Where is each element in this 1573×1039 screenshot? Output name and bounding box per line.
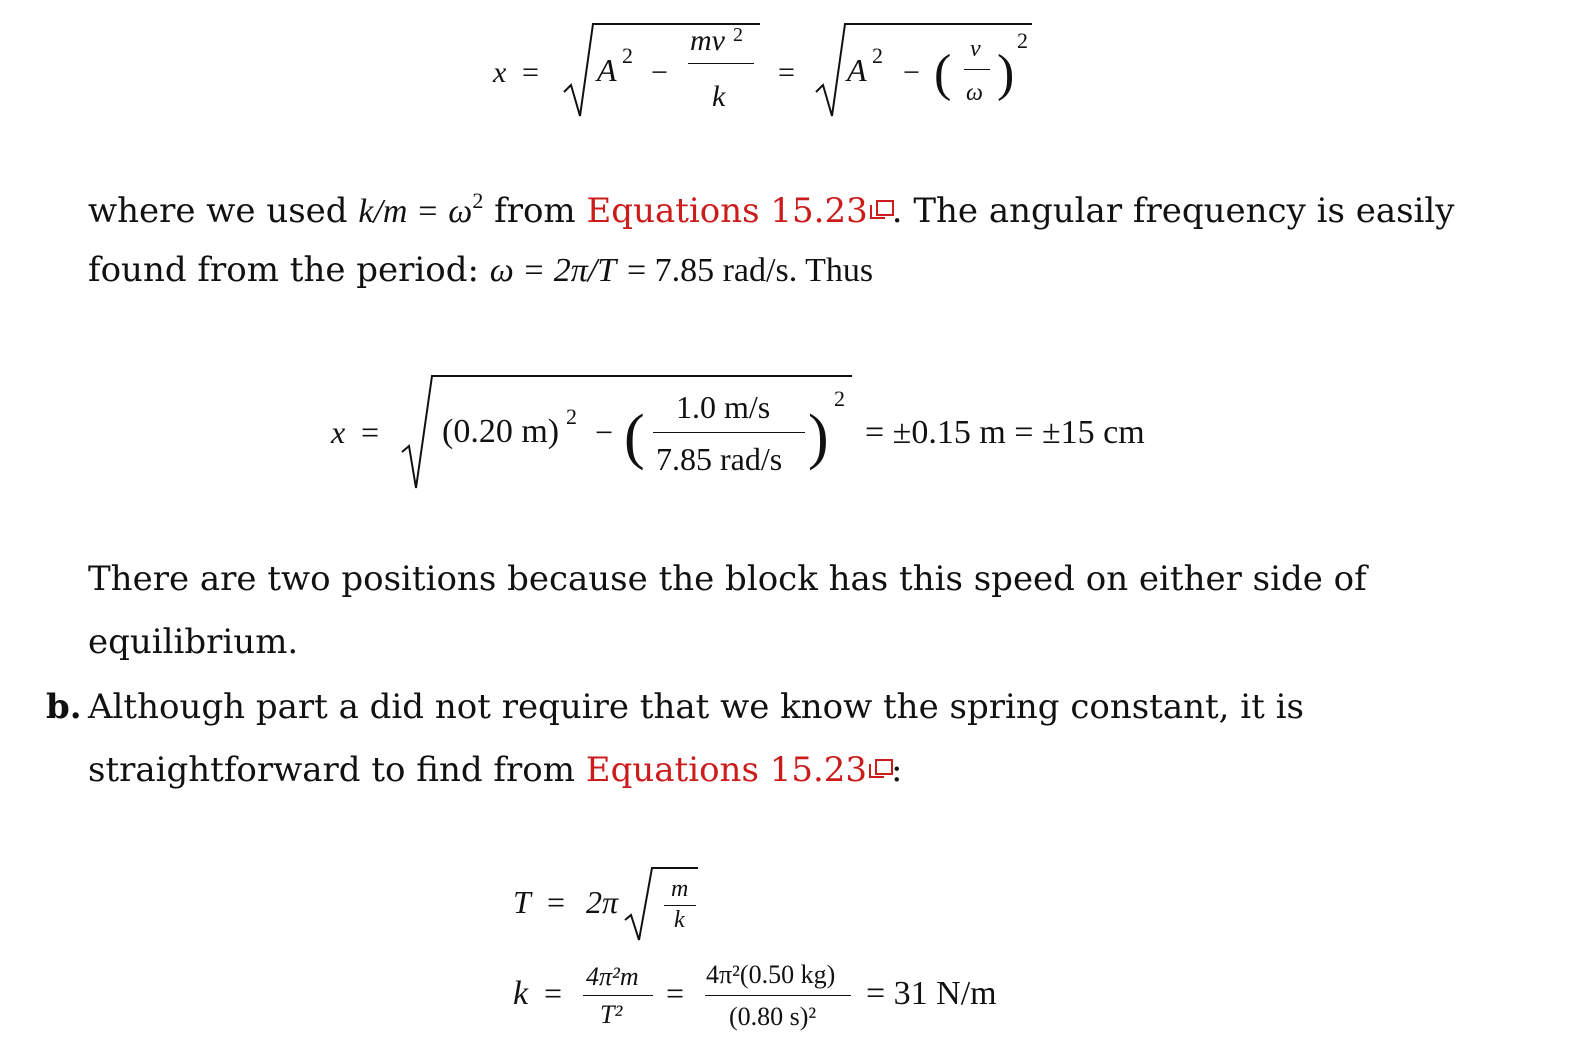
- eq1-A-exponent: 2: [622, 43, 633, 68]
- eq4-numerator-1: 4π²m: [586, 962, 639, 991]
- eq3-twopi: 2π: [586, 884, 619, 920]
- equations-15-23-link[interactable]: Equations 15.23: [586, 191, 868, 231]
- eq3-m: m: [671, 876, 689, 902]
- para1-omega-exponent: 2: [472, 188, 484, 213]
- eq1-fraction-bar: [688, 63, 754, 64]
- eq2-equals: =: [361, 414, 380, 450]
- para1-text-c: . The angular frequency is easily: [891, 191, 1455, 231]
- eq2-denominator: 7.85 rad/s: [656, 441, 783, 477]
- eq4-numerator-2: 4π²(0.50 kg): [706, 960, 836, 989]
- para1-text-e: = 7.85 rad/s. Thus: [626, 252, 874, 289]
- eq4-k: k: [513, 975, 529, 1012]
- external-link-icon-2[interactable]: [869, 759, 891, 779]
- eq2-result: = ±0.15 m = ±15 cm: [865, 414, 1145, 451]
- eq1-A2-exponent: 2: [872, 43, 883, 68]
- eq1-mv-numerator: mv: [690, 24, 725, 57]
- eq2-right-paren: ): [808, 403, 829, 471]
- eq2-fraction-bar: [653, 432, 805, 433]
- eq4-equals-2: =: [666, 975, 685, 1011]
- equations-15-23-link-2[interactable]: Equations 15.23: [585, 750, 868, 790]
- eq1-A-2: A: [847, 52, 867, 88]
- eq4-denominator-2: (0.80 s)²: [729, 1002, 817, 1031]
- eq2-paren-exponent: 2: [834, 386, 845, 411]
- eq2-x: x: [331, 414, 346, 450]
- eq1-A: A: [597, 52, 617, 88]
- eq1-equals: =: [522, 56, 539, 89]
- eq4-equals: =: [544, 975, 563, 1011]
- eq3-sqrt-sign: [622, 864, 702, 944]
- eq1-right-paren: ): [997, 45, 1015, 102]
- paragraph-2-line-1: There are two positions because the block has this speed on either side of: [88, 559, 1367, 599]
- eq1-v-exponent: 2: [733, 24, 743, 46]
- eq1-k-denominator: k: [712, 80, 726, 113]
- part-b-label: b.: [46, 687, 82, 727]
- paragraph-2-line-2: equilibrium.: [88, 622, 299, 662]
- eq3-fraction-bar: [664, 905, 696, 906]
- eq1-inner-fraction-bar: [964, 69, 990, 70]
- external-link-icon[interactable]: [870, 200, 892, 220]
- eq1-v: v: [970, 36, 981, 62]
- part-b-line-1: Although part a did not require that we know the spring constant, it is: [88, 687, 1304, 727]
- paragraph-1-line-2: [88, 250, 874, 290]
- partb-text-b: :: [891, 750, 903, 790]
- eq2-left-paren: (: [624, 403, 645, 471]
- eq1-omega: ω: [966, 80, 983, 106]
- eq4-result: = 31 N/m: [866, 975, 997, 1012]
- para1-text-a: where we used: [88, 191, 348, 231]
- para1-omega-def: ω = 2π/T: [489, 252, 617, 289]
- para1-omega: ω: [448, 193, 473, 230]
- eq3-equals: =: [547, 884, 566, 920]
- eq2-minus: −: [595, 414, 614, 450]
- para1-text-d: found from the period:: [88, 250, 479, 290]
- para1-equals: =: [418, 193, 438, 230]
- eq1-paren-exponent: 2: [1017, 28, 1028, 53]
- eq4-fraction-bar-1: [583, 995, 653, 996]
- eq2-numerator: 1.0 m/s: [676, 389, 771, 425]
- eq1-minus-2: −: [903, 56, 920, 89]
- para1-text-b: from: [494, 191, 576, 231]
- eq1-minus: −: [651, 56, 668, 89]
- partb-text-a: straightforward to find from: [88, 750, 575, 790]
- para1-km: k/m: [358, 193, 408, 230]
- paragraph-1-line-1: [88, 190, 1455, 229]
- eq1-left-paren: (: [934, 45, 952, 102]
- eq3-T: T: [513, 884, 531, 920]
- part-b-line-2: [88, 750, 903, 790]
- eq1-equals-2: =: [778, 56, 795, 89]
- eq2-a-term: (0.20 m): [442, 413, 560, 450]
- eq4-fraction-bar-2: [705, 995, 851, 996]
- eq3-k: k: [674, 907, 685, 933]
- eq4-denominator-1: T²: [600, 1000, 623, 1029]
- eq1-x: x: [493, 56, 507, 89]
- eq2-a-exponent: 2: [566, 404, 577, 429]
